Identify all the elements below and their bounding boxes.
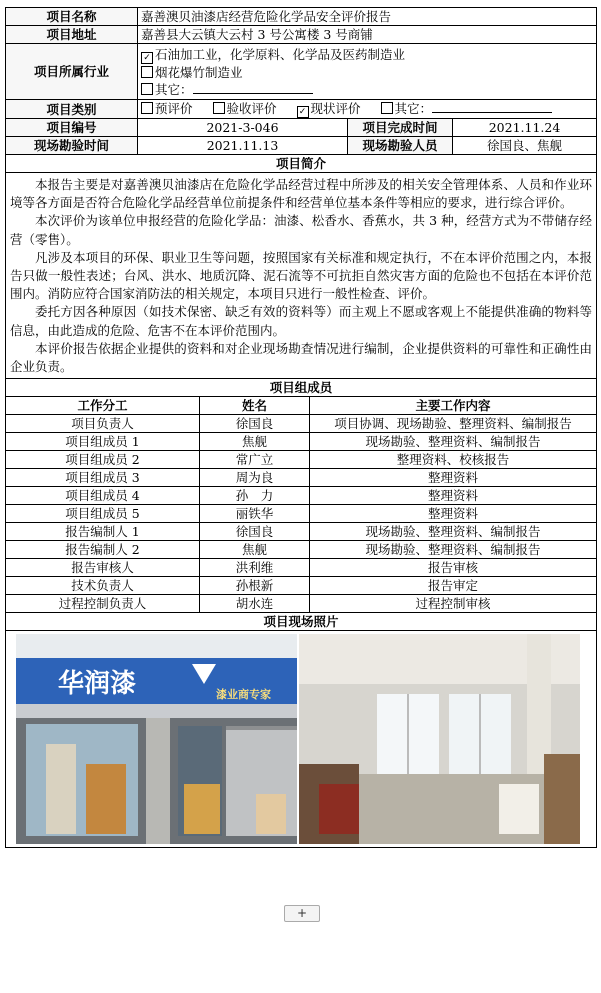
member-name: 胡水连 xyxy=(200,595,310,613)
sign-main-text: 华润漆 xyxy=(58,669,137,700)
member-role: 报告编制人 2 xyxy=(6,541,200,559)
survey-staff-label: 现场勘验人员 xyxy=(348,137,453,155)
member-name: 常广立 xyxy=(200,451,310,469)
industry-option-2[interactable]: 烟花爆竹制造业 xyxy=(141,64,593,81)
member-work: 报告审核 xyxy=(310,559,597,577)
member-role: 项目组成员 4 xyxy=(6,487,200,505)
table-row xyxy=(6,487,597,505)
finish-label: 项目完成时间 xyxy=(348,119,453,137)
member-work: 现场勘验、整理资料、编制报告 xyxy=(310,541,597,559)
members-table xyxy=(5,378,597,848)
storefront-photo xyxy=(16,634,297,844)
name-label: 项目名称 xyxy=(6,8,138,26)
member-work: 整理资料 xyxy=(310,487,597,505)
number-label: 项目编号 xyxy=(6,119,138,137)
column-header-role: 工作分工 xyxy=(6,397,200,415)
address-label: 项目地址 xyxy=(6,26,138,44)
intro-paragraph: 委托方因各种原因（如技术保密、缺乏有效的资料等）而主观上不愿或客观上不能提供准确的物料等信息，由此造成的危险、危害不在本评价范围内。 xyxy=(10,304,593,338)
table-row xyxy=(6,595,597,613)
checkbox-checked-icon[interactable]: ✓ xyxy=(141,52,153,64)
member-name: 徐国良 xyxy=(200,415,310,433)
member-work: 报告审定 xyxy=(310,577,597,595)
finish-value: 2021.11.24 xyxy=(453,119,597,137)
table-row xyxy=(6,505,597,523)
member-name: 焦舰 xyxy=(200,541,310,559)
table-row xyxy=(6,523,597,541)
member-name: 焦舰 xyxy=(200,433,310,451)
member-role: 项目组成员 1 xyxy=(6,433,200,451)
member-role: 项目负责人 xyxy=(6,415,200,433)
address-value: 嘉善县大云镇大云村 3 号公寓楼 3 号商铺 xyxy=(138,26,597,44)
column-header-work: 主要工作内容 xyxy=(310,397,597,415)
survey-time-label: 现场勘验时间 xyxy=(6,137,138,155)
industry-option-1[interactable]: ✓ 石油加工业，化学原料、化学品及医药制造业 xyxy=(141,46,593,64)
survey-staff-value: 徐国良、焦舰 xyxy=(453,137,597,155)
member-name: 孙 力 xyxy=(200,487,310,505)
number-value: 2021-3-046 xyxy=(138,119,348,137)
table-row xyxy=(6,469,597,487)
photos-cell xyxy=(6,631,597,848)
member-role: 项目组成员 3 xyxy=(6,469,200,487)
photos-heading: 项目现场照片 xyxy=(6,613,597,631)
member-role: 过程控制负责人 xyxy=(6,595,200,613)
survey-time-value: 2021.11.13 xyxy=(138,137,348,155)
member-role: 技术负责人 xyxy=(6,577,200,595)
members-heading: 项目组成员 xyxy=(6,379,597,397)
sign-sub-text: 漆业商专家 xyxy=(216,688,271,702)
intro-paragraph: 本评价报告依据企业提供的资料和对企业现场勘查情况进行编制，企业提供资料的可靠性和正确性由企业负责。 xyxy=(10,340,593,375)
category-option-1[interactable]: 预评价 xyxy=(141,101,193,116)
checkbox-icon[interactable] xyxy=(141,83,153,95)
intro-paragraph: 本报告主要是对嘉善澳贝油漆店在危险化学品经营过程中所涉及的相关安全管理体系、人员和作业环境等各方面是否符合危险化学品经营单位前提条件和经营单位基本条件等相应的要求，进行综合评价。 xyxy=(10,177,593,211)
member-role: 报告编制人 1 xyxy=(6,523,200,541)
member-rows xyxy=(6,415,597,613)
member-work: 整理资料 xyxy=(310,505,597,523)
checkbox-icon[interactable] xyxy=(381,102,393,114)
fill-line xyxy=(193,81,313,94)
table-row xyxy=(6,451,597,469)
checkbox-icon[interactable] xyxy=(141,102,153,114)
member-work: 整理资料 xyxy=(310,469,597,487)
member-work: 整理资料、校核报告 xyxy=(310,451,597,469)
member-work: 现场勘验、整理资料、编制报告 xyxy=(310,433,597,451)
table-row xyxy=(6,559,597,577)
category-option-4[interactable]: 其它： xyxy=(381,101,553,116)
industry-options xyxy=(138,44,597,100)
intro-paragraph: 本次评价为该单位申报经营的危险化学品：油漆、松香水、香蕉水，共 3 种，经营方式为不带储存经营（零售）。 xyxy=(10,213,593,247)
member-work: 项目协调、现场勘验、整理资料、编制报告 xyxy=(310,415,597,433)
member-role: 报告审核人 xyxy=(6,559,200,577)
category-options xyxy=(138,100,597,119)
member-work: 过程控制审核 xyxy=(310,595,597,613)
add-button[interactable]: + xyxy=(284,905,320,922)
checkbox-icon[interactable] xyxy=(213,102,225,114)
report-sheet xyxy=(5,7,596,848)
member-role: 项目组成员 5 xyxy=(6,505,200,523)
member-name: 丽铁华 xyxy=(200,505,310,523)
intro-paragraph: 凡涉及本项目的环保、职业卫生等问题，按照国家有关标准和规定执行，不在本评价范围之内，本报告只做一般性表述；台风、洪水、地质沉降、泥石流等不可抗拒自然灾害方面的危险也不包括在本评价范围内。消防应符合国家消防法的相关规定，本项目只进行一般性检查、评价。 xyxy=(10,249,593,302)
table-row xyxy=(6,415,597,433)
name-value: 嘉善澳贝油漆店经营危险化学品安全评价报告 xyxy=(138,8,597,26)
info-table xyxy=(5,7,597,379)
fill-line xyxy=(432,100,552,113)
industry-option-3[interactable]: 其它： xyxy=(141,81,593,98)
checkbox-checked-icon[interactable]: ✓ xyxy=(297,106,309,118)
category-option-3[interactable]: ✓ 现状评价 xyxy=(297,101,361,116)
table-row xyxy=(6,541,597,559)
category-option-2[interactable]: 验收评价 xyxy=(213,101,277,116)
member-role: 项目组成员 2 xyxy=(6,451,200,469)
column-header-name: 姓名 xyxy=(200,397,310,415)
member-name: 周为良 xyxy=(200,469,310,487)
industry-label: 项目所属行业 xyxy=(6,44,138,100)
intro-heading: 项目简介 xyxy=(6,155,597,173)
table-row xyxy=(6,577,597,595)
table-row xyxy=(6,433,597,451)
member-name: 徐国良 xyxy=(200,523,310,541)
member-work: 现场勘验、整理资料、编制报告 xyxy=(310,523,597,541)
intro-body xyxy=(6,173,597,379)
member-name: 孙根新 xyxy=(200,577,310,595)
interior-photo xyxy=(299,634,580,844)
checkbox-icon[interactable] xyxy=(141,66,153,78)
category-label: 项目类别 xyxy=(6,100,138,119)
member-name: 洪利维 xyxy=(200,559,310,577)
